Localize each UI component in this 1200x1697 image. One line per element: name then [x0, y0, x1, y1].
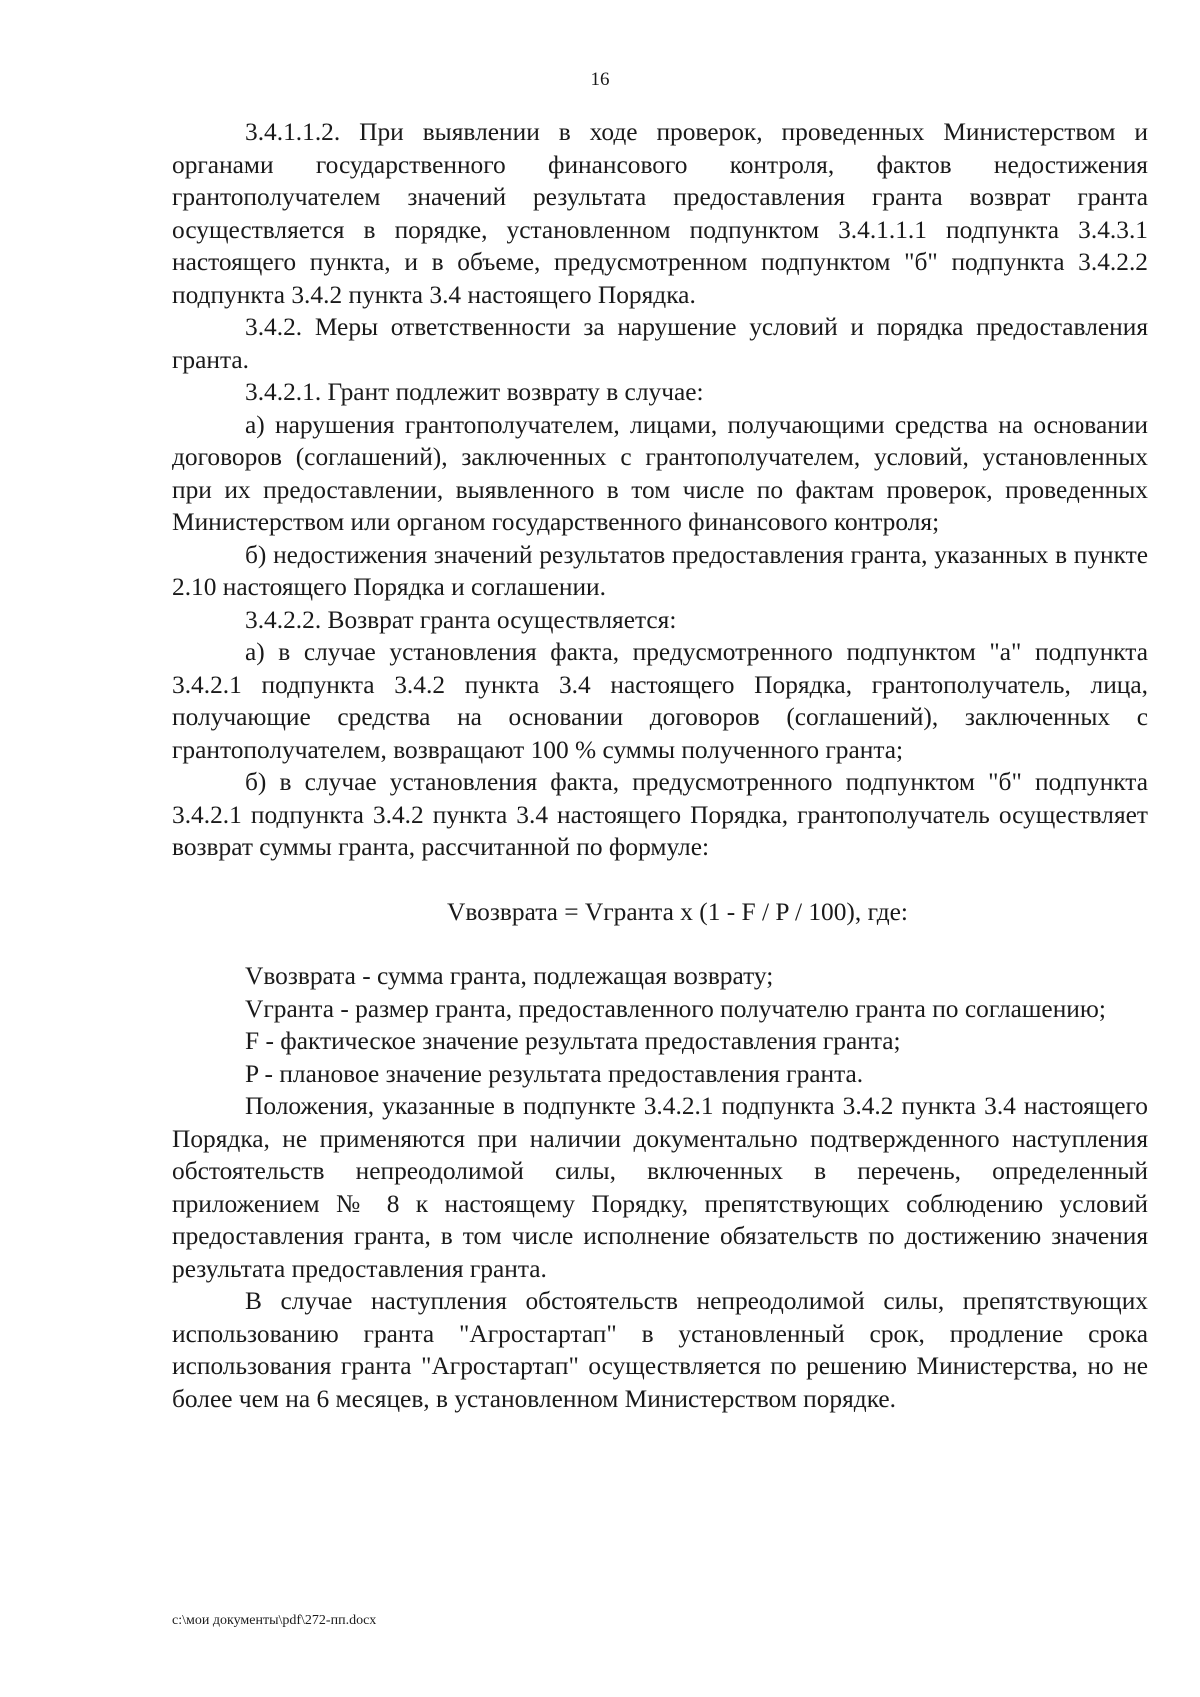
document-body — [172, 116, 1148, 1415]
definition-p: P - плановое значение результата предоставления гранта. — [245, 1059, 864, 1088]
page-number: 16 — [590, 69, 610, 90]
paragraph-3-4-2-1-a: а) нарушения грантополучателем, лицами, получающими средства на основании договоров (соглашений), заключенных с грантополучателем, условий, установленных при их предоставлении, выявленного в том числе по фактам проверок, проведенных Министерством или органом государственного финансового контроля; — [172, 410, 1148, 536]
definition-v-refund: Vвозврата - сумма гранта, подлежащая возврату; — [245, 962, 774, 990]
definition-f: F - фактическое значение результата предоставления гранта; — [245, 1027, 901, 1055]
paragraph-3-4-2-2: 3.4.2.2. Возврат гранта осуществляется: — [245, 605, 677, 634]
paragraph-3-4-2-2-a: а) в случае установления факта, предусмотренного подпунктом "а" подпункта 3.4.2.1 подпункта 3.4.2 пункта 3.4 настоящего Порядка, грантополучатель, лица, получающие средства на основании договоров (соглашений), заключенных с грантополучателем, возвращают 100 % суммы полученного гранта; — [172, 638, 1148, 764]
paragraph-grant-extension: В случае наступления обстоятельств непреодолимой силы, препятствующих использованию гранта "Агростартап" в установленный срок, продление срока использования гранта "Агростартап" осуществляется по решению Министерства, но не более чем на 6 месяцев, в установленном Министерством порядке. — [172, 1287, 1148, 1413]
paragraph-3-4-2: 3.4.2. Меры ответственности за нарушение условий и порядка предоставления гранта. — [172, 313, 1148, 374]
paragraph-3-4-2-2-b: б) в случае установления факта, предусмотренного подпунктом "б" подпункта 3.4.2.1 подпункта 3.4.2 пункта 3.4 настоящего Порядка, грантополучатель осуществляет возврат суммы гранта, рассчитанной по формуле: — [172, 768, 1148, 861]
footer-file-path: c:\мои документы\pdf\272-пп.docx — [172, 1613, 377, 1628]
paragraph-3-4-1-1-2: 3.4.1.1.2. При выявлении в ходе проверок, проведенных Министерством и органами государственного финансового контроля, фактов недостижения грантополучателем значений результата предоставления гранта возврат гранта осуществляется в порядке, установленном подпунктом 3.4.1.1.1 подпункта 3.4.3.1 настоящего пункта, и в объеме, предусмотренном подпунктом "б" подпункта 3.4.2.2 подпункта 3.4.2 пункта 3.4 настоящего Порядка. — [172, 118, 1148, 309]
paragraph-force-majeure-exemption: Положения, указанные в подпункте 3.4.2.1 подпункта 3.4.2 пункта 3.4 настоящего Порядка, не применяются при наличии документально подтвержденного наступления обстоятельств непреодолимой силы, включенных в перечень, определенный приложением № 8 к настоящему Порядку, препятствующих соблюдению условий предоставления гранта, в том числе исполнение обязательств по достижению значения результата предоставления гранта. — [172, 1092, 1148, 1283]
paragraph-3-4-2-1-b: б) недостижения значений результатов предоставления гранта, указанных в пункте 2.10 настоящего Порядка и соглашении. — [172, 540, 1148, 601]
paragraph-3-4-2-1: 3.4.2.1. Грант подлежит возврату в случае: — [245, 378, 704, 406]
definition-v-grant: Vгранта - размер гранта, предоставленного получателю гранта по соглашению; — [245, 994, 1106, 1023]
refund-formula: Vвозврата = Vгранта x (1 - F / P / 100), где: — [447, 897, 908, 926]
